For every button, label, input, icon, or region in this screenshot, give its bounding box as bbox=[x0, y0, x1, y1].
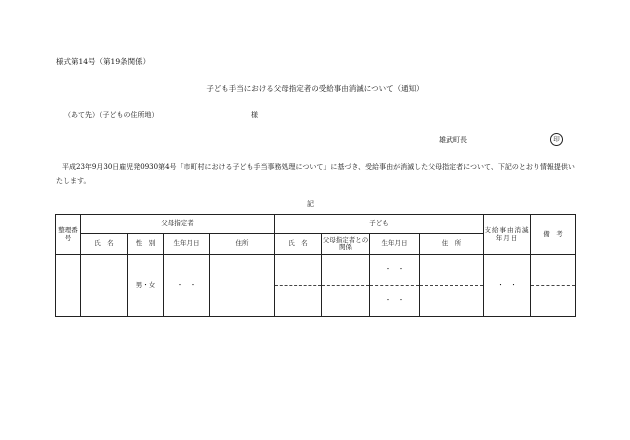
col-child-birthdate: 生年月日 bbox=[370, 234, 420, 255]
cell-shikyu-date: ・ ・ bbox=[484, 255, 531, 317]
header-biko: 備 考 bbox=[531, 215, 576, 255]
col-parent-name: 氏 名 bbox=[81, 234, 128, 255]
header-child-group: 子ども bbox=[275, 215, 484, 234]
col-child-name: 氏 名 bbox=[275, 234, 322, 255]
document-title: 子ども手当における父母指定者の受給事由消滅について（通知） bbox=[206, 84, 424, 93]
cell-child-relation-1 bbox=[322, 255, 370, 286]
col-parent-birthdate: 生年月日 bbox=[164, 234, 210, 255]
body-paragraph: 平成23年9月30日雇児発0930第4号「市町村における子ども手当事務処理について」に基づき、受給事由が消滅した父母指定者について、下記のとおり情報提供いたします。 bbox=[56, 163, 575, 185]
cell-child-address-1 bbox=[420, 255, 484, 286]
cell-parent-birthdate: ・ ・ bbox=[164, 255, 210, 317]
honorific: 様 bbox=[251, 111, 258, 119]
header-seiri-bango: 整理番号 bbox=[56, 215, 81, 255]
cell-parent-sex: 男・女 bbox=[128, 255, 164, 317]
info-table bbox=[55, 214, 576, 317]
col-child-relation: 父母指定者との関係 bbox=[322, 234, 370, 255]
cell-child-birthdate-2: ・ ・ bbox=[370, 286, 420, 317]
cell-biko-2 bbox=[531, 286, 576, 317]
cell-parent-address bbox=[210, 255, 275, 317]
cell-child-birthdate-1: ・ ・ bbox=[370, 255, 420, 286]
cell-biko-1 bbox=[531, 255, 576, 286]
col-parent-sex: 性 別 bbox=[128, 234, 164, 255]
seal-mark: 印 bbox=[550, 133, 563, 146]
header-parent-group: 父母指定者 bbox=[81, 215, 275, 234]
cell-child-name-1 bbox=[275, 255, 322, 286]
issuer-name: 雄武町長 bbox=[439, 136, 467, 144]
cell-child-name-2 bbox=[275, 286, 322, 317]
header-shikyu-date: 支給事由消滅年月日 bbox=[484, 215, 531, 255]
cell-child-address-2 bbox=[420, 286, 484, 317]
col-parent-address: 住所 bbox=[210, 234, 275, 255]
cell-seiri bbox=[56, 255, 81, 317]
form-number: 様式第14号（第19条関係） bbox=[56, 57, 151, 66]
recipient-line: （あて先）（子どもの住所地） bbox=[64, 111, 159, 119]
col-child-address: 住 所 bbox=[420, 234, 484, 255]
cell-parent-name bbox=[81, 255, 128, 317]
cell-child-relation-2 bbox=[322, 286, 370, 317]
ki-heading: 記 bbox=[307, 200, 314, 208]
